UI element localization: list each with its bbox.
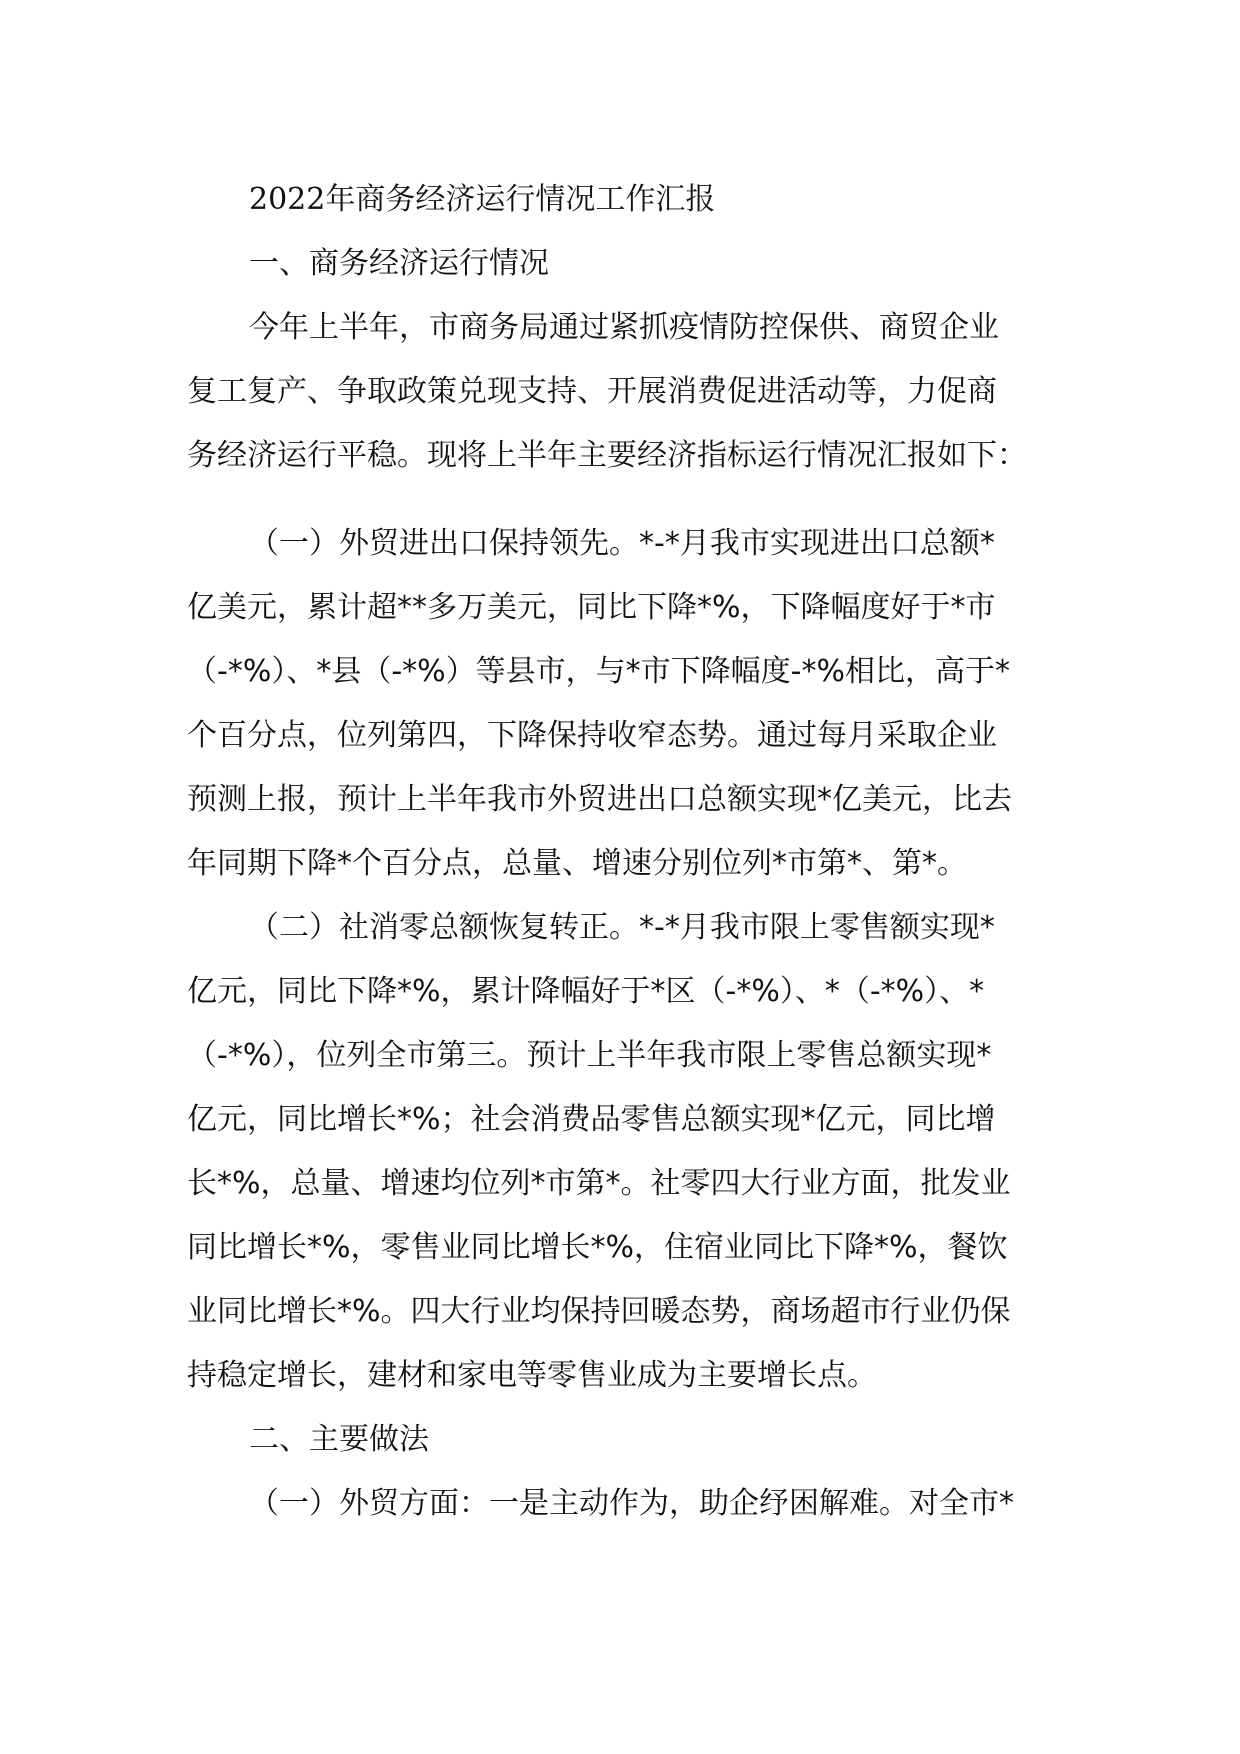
section-heading-1: 一、商务经济运行情况 [249,246,549,281]
document-body [187,168,1067,1536]
paragraph-line: （-*%），位列全市第三。预计上半年我市限上零售总额实现* [187,1038,992,1073]
paragraph-line: 今年上半年，市商务局通过紧抓疫情防控保供、商贸企业 [249,310,999,345]
paragraph-line: 持稳定增长，建材和家电等零售业成为主要增长点。 [187,1358,877,1393]
paragraph-line: 亿元，同比下降*%，累计降幅好于*区（-*%）、*（-*%）、* [187,974,985,1009]
intro-paragraph [187,296,1067,488]
document-title: 2022年商务经济运行情况工作汇报 [249,182,716,217]
paragraph-line: 复工复产、争取政策兑现支持、开展消费促进活动等，力促商 [187,374,997,409]
paragraph-line: 业同比增长*%。四大行业均保持回暖态势，商场超市行业仍保 [187,1294,1011,1329]
paragraph-line: （-*%）、*县（-*%）等县市，与*市下降幅度-*%相比，高于* [187,654,1010,689]
paragraph-line: （二）社消零总额恢复转正。*-*月我市限上零售额实现* [249,910,995,945]
paragraph-line: 预测上报，预计上半年我市外贸进出口总额实现*亿美元，比去 [187,782,1012,817]
paragraph-line: （一）外贸方面：一是主动作为，助企纾困解难。对全市* [249,1486,1014,1521]
paragraph-line: 个百分点，位列第四，下降保持收窄态势。通过每月采取企业 [187,718,997,753]
paragraph-line: 长*%，总量、增速均位列*市第*。社零四大行业方面，批发业 [187,1166,1011,1201]
foreign-trade-measures-paragraph [187,1472,1067,1536]
paragraph-line: 同比增长*%，零售业同比增长*%，住宿业同比下降*%，餐饮 [187,1230,1008,1265]
paragraph-line: 亿美元，累计超**多万美元，同比下降*%，下降幅度好于*市 [187,590,996,625]
paragraph-line: 年同期下降*个百分点，总量、增速分别位列*市第*、第*。 [187,846,967,881]
paragraph-line: （一）外贸进出口保持领先。*-*月我市实现进出口总额* [249,526,995,561]
retail-sales-paragraph [187,896,1067,1408]
paragraph-line: 务经济运行平稳。现将上半年主要经济指标运行情况汇报如下： [187,438,1027,473]
foreign-trade-paragraph [187,512,1067,896]
section-heading-2: 二、主要做法 [249,1422,429,1457]
paragraph-line: 亿元，同比增长*%；社会消费品零售总额实现*亿元，同比增 [187,1102,996,1137]
